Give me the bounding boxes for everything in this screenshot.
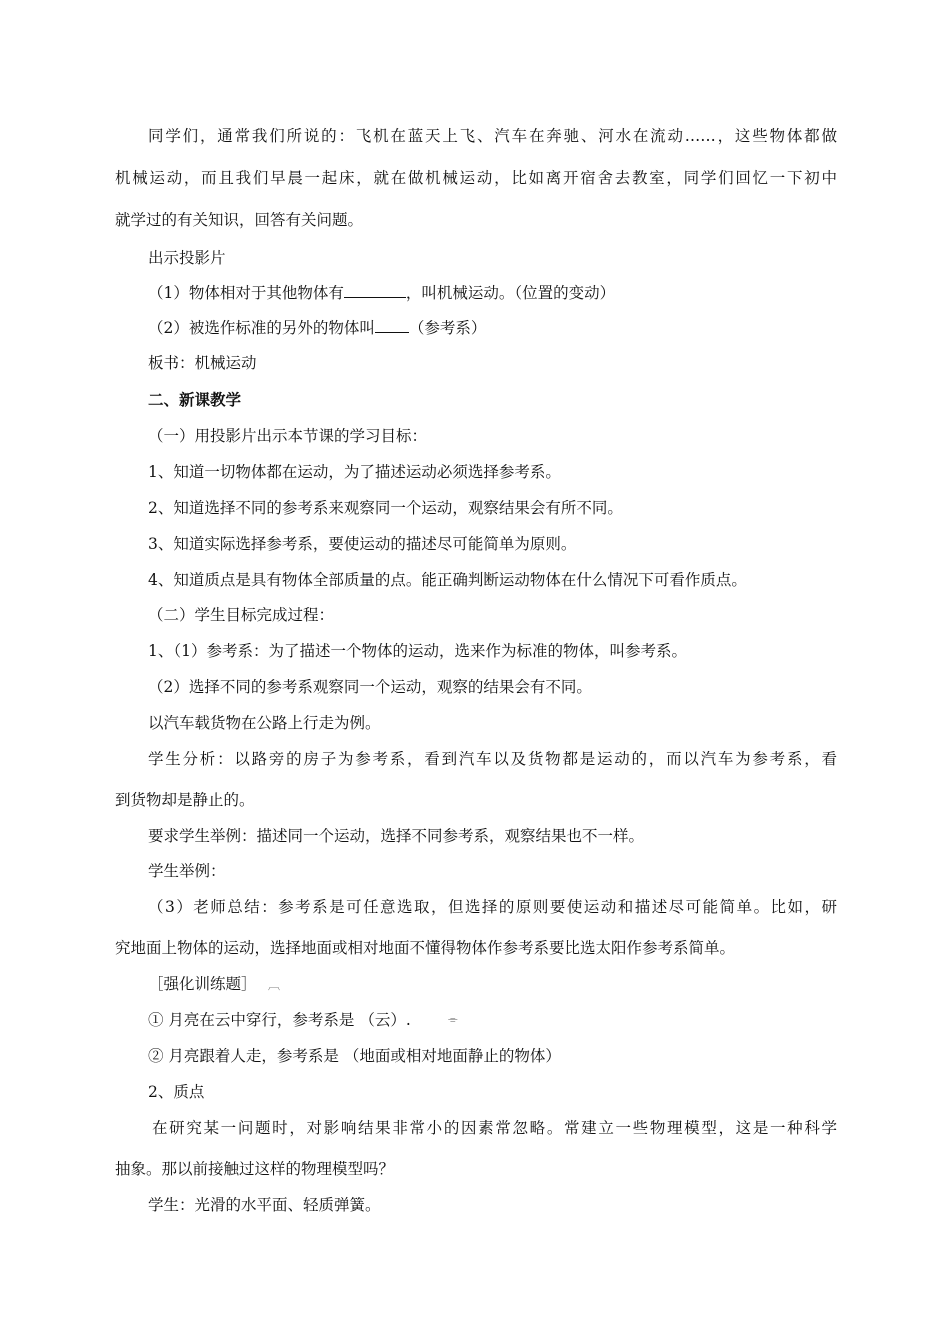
intro-line-2: 机械运动，而且我们早晨一起床，就在做机械运动，比如离开宿舍去教室，同学们回忆一下初中 [115,169,837,187]
goal-2: 2、知道选择不同的参考系来观察同一个运动，观察结果会有所不同。 [148,499,623,517]
goals-title: （一）用投影片出示本节课的学习目标： [148,427,428,445]
model-paragraph-line-1: 在研究某一问题时，对影响结果非常小的因素常忽略。常建立一些物理模型，这是一种科学 [152,1119,837,1137]
question-1-suffix: ，叫机械运动。（位置的变动） [405,284,616,302]
question-1 [148,283,615,303]
student-examples: 学生举例： [148,862,226,880]
teacher-summary-line-2: 究地面上物体的运动，选择地面或相对地面不懂得物体作参考系要比选太阳作参考系简单。 [115,939,736,957]
section-heading: 二、新课教学 [148,390,242,409]
training-title: ［强化训练题］ [148,975,257,993]
board-note: 板书：机械运动 [148,354,257,372]
question-2 [148,318,486,338]
goal-3: 3、知道实际选择参考系，要使运动的描述尽可能简单为原则。 [148,535,577,553]
process-3: 以汽车载货物在公路上行走为例。 [148,714,381,732]
training-item-1: ① 月亮在云中穿行，参考系是 （云）. [148,1011,411,1029]
process-2: （2）选择不同的参考系观察同一个运动，观察的结果会有不同。 [148,678,592,696]
goal-1: 1、知道一切物体都在运动，为了描述运动必须选择参考系。 [148,463,561,481]
mass-point-heading: 2、质点 [148,1083,205,1101]
intro-line-1: 同学们，通常我们所说的：飞机在蓝天上飞、汽车在奔驰、河水在流动……，这些物体都做 [148,127,837,145]
ask-examples: 要求学生举例：描述同一个运动，选择不同参考系，观察结果也不一样。 [148,827,645,845]
process-1: 1、（1）参考系：为了描述一个物体的运动，选来作为标准的物体，叫参考系。 [148,642,687,660]
intro-line-3: 就学过的有关知识，回答有关问题。 [115,211,364,229]
student-analysis-line-2: 到货物却是静止的。 [115,791,255,809]
scan-mark: ⌯ [448,1012,458,1026]
student-analysis-line-1: 学生分析：以路旁的房子为参考系，看到汽车以及货物都是运动的，而以汽车为参考系，看 [148,750,837,768]
projection-label: 出示投影片 [148,249,226,267]
process-title: （二）学生目标完成过程： [148,606,335,624]
question-2-suffix: （参考系） [408,319,487,337]
goal-4: 4、知道质点是具有物体全部质量的点。能正确判断运动物体在什么情况下可看作质点。 [148,571,747,589]
training-item-2: ② 月亮跟着人走，参考系是 （地面或相对地面静止的物体） [148,1047,561,1065]
question-1-prefix: （1）物体相对于其他物体有 [148,284,344,302]
student-answer: 学生：光滑的水平面、轻质弹簧。 [148,1196,381,1214]
question-2-prefix: （2）被选作标准的另外的物体叫 [148,319,375,337]
model-paragraph-line-2: 抽象。那以前接触过这样的物理模型吗？ [115,1160,395,1178]
question-1-blank [344,283,406,298]
question-2-blank [375,318,409,333]
teacher-summary-line-1: （3）老师总结：参考系是可任意选取，但选择的原则要使运动和描述尽可能简单。比如，研 [148,898,837,916]
scan-mark: ︹ [268,978,281,992]
